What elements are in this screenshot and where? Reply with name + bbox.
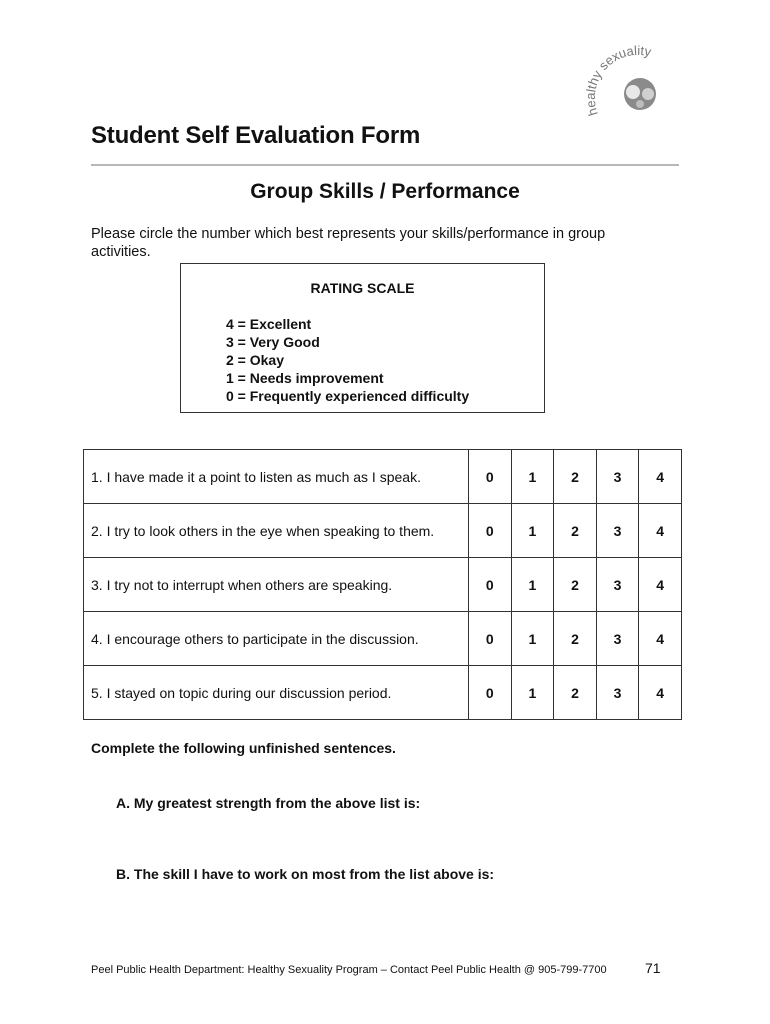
section-subtitle: Group Skills / Performance bbox=[250, 180, 520, 203]
rating-option-1[interactable]: 1 bbox=[511, 666, 554, 720]
rating-option-0[interactable]: 0 bbox=[469, 450, 512, 504]
rating-option-3[interactable]: 3 bbox=[596, 504, 639, 558]
item-statement: 4. I encourage others to participate in the discussion. bbox=[84, 612, 469, 666]
rating-option-0[interactable]: 0 bbox=[469, 504, 512, 558]
rating-option-1[interactable]: 1 bbox=[511, 504, 554, 558]
table-row bbox=[84, 450, 682, 504]
rating-option-3[interactable]: 3 bbox=[596, 450, 639, 504]
title-divider bbox=[91, 164, 679, 166]
rating-option-1[interactable]: 1 bbox=[511, 450, 554, 504]
rating-option-2[interactable]: 2 bbox=[554, 612, 597, 666]
rating-option-1[interactable]: 1 bbox=[511, 612, 554, 666]
rating-level: 4 = Excellent bbox=[226, 316, 312, 332]
rating-option-4[interactable]: 4 bbox=[639, 504, 682, 558]
table-row bbox=[84, 558, 682, 612]
healthy-sexuality-logo bbox=[578, 42, 688, 132]
rating-option-2[interactable]: 2 bbox=[554, 504, 597, 558]
rating-scale-box bbox=[180, 263, 545, 413]
sentences-heading: Complete the following unfinished sentences. bbox=[91, 740, 396, 756]
item-statement: 1. I have made it a point to listen as much as I speak. bbox=[84, 450, 469, 504]
rating-level: 0 = Frequently experienced difficulty bbox=[226, 388, 470, 404]
rating-option-3[interactable]: 3 bbox=[596, 666, 639, 720]
table-row bbox=[84, 666, 682, 720]
rating-option-4[interactable]: 4 bbox=[639, 666, 682, 720]
sentence-a-prompt: A. My greatest strength from the above list is: bbox=[116, 795, 421, 811]
rating-option-2[interactable]: 2 bbox=[554, 450, 597, 504]
rating-option-1[interactable]: 1 bbox=[511, 558, 554, 612]
rating-option-4[interactable]: 4 bbox=[639, 558, 682, 612]
table-row bbox=[84, 504, 682, 558]
logo-text: healthy sexuality bbox=[582, 42, 653, 118]
rating-option-3[interactable]: 3 bbox=[596, 558, 639, 612]
rating-option-0[interactable]: 0 bbox=[469, 666, 512, 720]
rating-option-0[interactable]: 0 bbox=[469, 612, 512, 666]
footer-text: Peel Public Health Department: Healthy Sexuality Program – Contact Peel Public Health @ 905-799-7700 bbox=[91, 964, 607, 976]
rating-option-2[interactable]: 2 bbox=[554, 666, 597, 720]
evaluation-table bbox=[83, 449, 682, 720]
page-number: 71 bbox=[645, 960, 661, 976]
rating-option-4[interactable]: 4 bbox=[639, 450, 682, 504]
rating-level: 1 = Needs improvement bbox=[226, 370, 384, 386]
rating-option-2[interactable]: 2 bbox=[554, 558, 597, 612]
rating-option-4[interactable]: 4 bbox=[639, 612, 682, 666]
table-row bbox=[84, 612, 682, 666]
item-statement: 5. I stayed on topic during our discussion period. bbox=[84, 666, 469, 720]
rating-level: 3 = Very Good bbox=[226, 334, 320, 350]
rating-option-0[interactable]: 0 bbox=[469, 558, 512, 612]
item-statement: 2. I try to look others in the eye when speaking to them. bbox=[84, 504, 469, 558]
rating-scale-title: RATING SCALE bbox=[310, 280, 415, 296]
instructions-text: Please circle the number which best represents your skills/performance in group activities. bbox=[91, 226, 606, 260]
rating-scale-list bbox=[226, 315, 469, 405]
page-title: Student Self Evaluation Form bbox=[91, 122, 421, 149]
rating-option-3[interactable]: 3 bbox=[596, 612, 639, 666]
item-statement: 3. I try not to interrupt when others are speaking. bbox=[84, 558, 469, 612]
rating-level: 2 = Okay bbox=[226, 352, 284, 368]
sentence-b-prompt: B. The skill I have to work on most from the list above is: bbox=[116, 866, 495, 882]
